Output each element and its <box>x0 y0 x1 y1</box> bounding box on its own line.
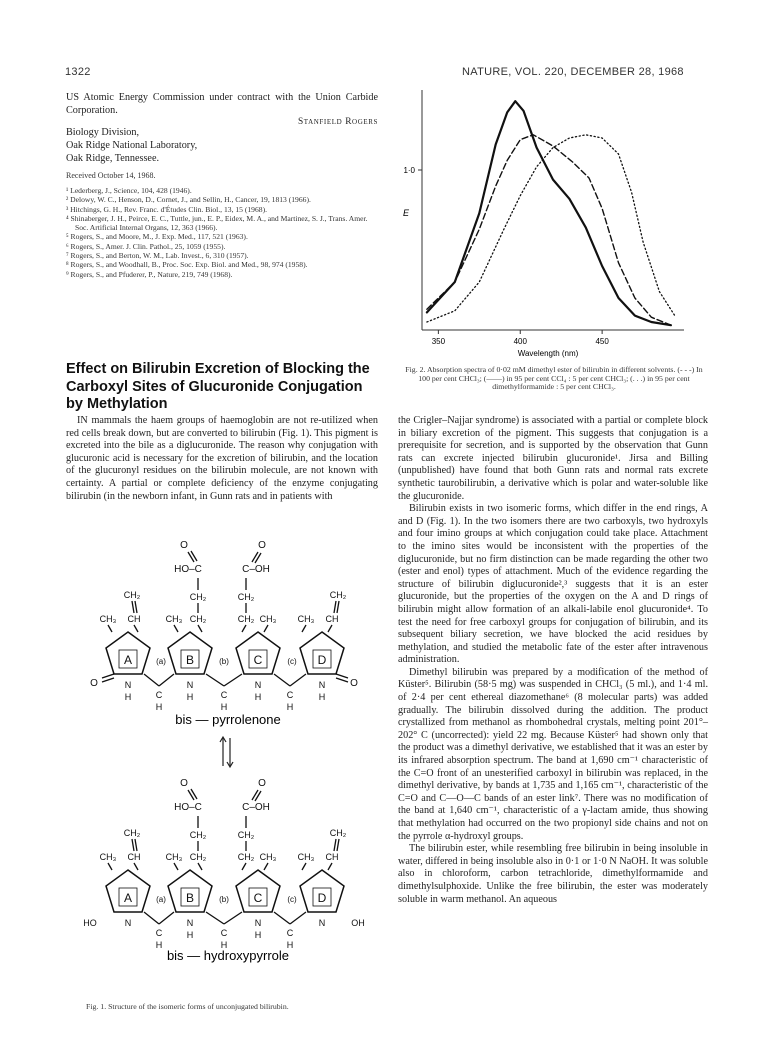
bond <box>174 625 178 632</box>
paragraph: the Crigler–Najjar syndrome) is associated with a partial or complete block in biliary excretion of the pigment. This suggests that conjugation is a prerequisite for secretion, and is supported by the observation that Gunn rats can excrete injected bilirubin glucuronide¹. Jirsa and Billing (unpublished) have found that both Gunn rats and normal rats excrete synthetic taurobilirubin, a derivative which is polar and water-soluble like the glucuronide. <box>398 415 708 502</box>
bond <box>337 601 339 613</box>
atom-label: H <box>124 692 132 702</box>
bridge-label: (a) <box>156 657 166 666</box>
intro-paragraph: IN mammals the haem groups of haemoglobin are not re-utilized when red cells break down, but are converted to bilirubin (Fig. 1). This pigment is excreted into the bile as a diglucuronide. The reason why conjugation with glucuronic acid is necessary for the excretion of bilirubin, and the location of the glucuronyl residues on the bilirubin molecule, are not known with certainty. A partial or complete deficiency of the enzyme conjugating bilirubin (in the newborn infant, in Gunn rats and in patients with <box>66 415 378 502</box>
reference-item: ⁷ Rogers, S., and Berton, W. M., Lab. Invest., 6, 310 (1957). <box>66 251 249 261</box>
reference-item: ³ Hitchings, G. H., Rev. Franc. d'Études Clin. Biol., 13, 15 (1968). <box>66 204 267 214</box>
atom-label: H <box>155 940 163 950</box>
methine-bridge <box>144 674 159 686</box>
atom-label: C–OH <box>242 564 270 575</box>
y-tick-label: 1·0 <box>403 166 415 175</box>
bond <box>108 625 112 632</box>
bridge-label: (b) <box>219 657 229 666</box>
absorption-spectrum-chart <box>398 86 710 364</box>
reference-item: ⁴ Shinaberger, J. H., Peirce, E. C., Tuttle, jun., E. P., Eidex, M. A., and Martinez, S. J., Trans. Amer. Soc. Artificial Internal Organs, 12, 363 (1966). <box>66 213 368 233</box>
bond <box>134 863 138 870</box>
x-tick-label: 350 <box>431 337 446 346</box>
page-number: 1322 <box>65 66 91 78</box>
atom-label: H <box>286 940 294 950</box>
atom-label: N <box>254 918 262 928</box>
atom-label: H <box>186 930 194 940</box>
isomer-label-pyrrolenone: bis — pyrrolenone <box>175 712 281 727</box>
atom-label: CH₃ <box>165 614 183 624</box>
reference-item: ⁶ Rogers, S., Amer. J. Clin. Pathol., 25, 1059 (1955). <box>66 241 226 251</box>
methine-bridge <box>144 912 159 924</box>
ring-letter: B <box>185 653 195 667</box>
atom-label: C <box>155 690 163 700</box>
methine-bridge <box>224 912 242 924</box>
bond <box>134 625 138 632</box>
bond <box>302 625 306 632</box>
atom-label: O <box>350 678 358 689</box>
atom-label: CH₃ <box>297 614 315 624</box>
running-title: NATURE, VOL. 220, DECEMBER 28, 1968 <box>462 66 684 78</box>
atom-label: C <box>220 690 228 700</box>
atom-label: H <box>220 940 228 950</box>
bridge-label: (a) <box>156 895 166 904</box>
bond <box>334 839 336 851</box>
atom-label: CH₃ <box>259 852 277 862</box>
atom-label: CH₂ <box>329 828 347 838</box>
prev-ack: US Atomic Energy Commission under contract with the Union Carbide Corporation. <box>66 92 378 116</box>
atom-label: O <box>180 540 188 551</box>
atom-label: H <box>318 692 326 702</box>
bond <box>135 839 137 851</box>
atom-label: CH₂ <box>237 830 255 840</box>
atom-label: HO–C <box>174 564 202 575</box>
atom-label: CH₂ <box>189 592 207 602</box>
atom-label: CH₃ <box>259 614 277 624</box>
methine-bridge <box>159 674 174 686</box>
x-tick-label: 400 <box>513 337 527 346</box>
bond <box>102 678 114 682</box>
methine-bridge <box>274 912 290 924</box>
bridge-label: (b) <box>219 895 229 904</box>
atom-label: C <box>155 928 163 938</box>
atom-label: HO–C <box>174 802 202 813</box>
atom-label: O <box>180 778 188 789</box>
atom-label: CH₂ <box>123 828 141 838</box>
bond <box>132 839 134 851</box>
atom-label: H <box>254 692 262 702</box>
bond <box>102 674 114 678</box>
atom-label: CH₃ <box>165 852 183 862</box>
series-line-dashed <box>427 135 671 325</box>
methine-bridge <box>274 674 290 686</box>
bond <box>242 863 246 870</box>
ring-letter: C <box>253 653 263 667</box>
atom-label: C <box>286 928 294 938</box>
isomer-label-hydroxypyrrole: bis — hydroxypyrrole <box>166 948 290 963</box>
methine-bridge <box>290 674 306 686</box>
bond <box>198 863 202 870</box>
reference-item: ⁵ Rogers, S., and Moore, M., J. Exp. Med., 117, 521 (1963). <box>66 232 248 242</box>
reference-item: ⁹ Rogers, S., and Pfuderer, P., Nature, 219, 749 (1968). <box>66 269 233 279</box>
ring-letter: B <box>185 891 195 905</box>
fig1-caption: Fig. 1. Structure of the isomeric forms of unconjugated bilirubin. <box>86 1002 289 1011</box>
ring-letter: C <box>253 891 263 905</box>
atom-label: C–OH <box>242 802 270 813</box>
atom-label: CH₃ <box>99 614 117 624</box>
atom-label: C <box>286 690 294 700</box>
prev-affiliation: Biology Division, Oak Ridge National Laboratory, Oak Ridge, Tennessee. <box>66 127 198 164</box>
reference-item: ² Delowy, W. C., Henson, D., Cornet, J., and Sellin, H., Cancer, 19, 1813 (1966). <box>66 195 311 205</box>
atom-label: H <box>254 930 262 940</box>
ring-letter: A <box>123 653 133 667</box>
atom-label: CH <box>127 852 141 862</box>
bond <box>302 863 306 870</box>
ring-letter: A <box>123 891 133 905</box>
atom-label: N <box>124 918 132 928</box>
prev-author: Stanfield Rogers <box>297 117 378 127</box>
bond <box>328 863 332 870</box>
bond <box>334 601 336 613</box>
bis-pyrrolenone-structure <box>90 540 358 712</box>
equilibrium-arrows <box>220 737 233 767</box>
x-axis-label: Wavelength (nm) <box>517 349 579 358</box>
ring-letter: D <box>317 653 327 667</box>
atom-label: CH <box>127 614 141 624</box>
atom-label: CH₂ <box>237 614 255 624</box>
methine-bridge <box>290 912 306 924</box>
bilirubin-structure-figure <box>70 540 370 1000</box>
paragraph: Bilirubin exists in two isomeric forms, which differ in the end rings, A and D (Fig. 1). In the two isomers there are two carboxyls, two hydroxyls and four imino groups at which conjugation could take place. Attachment to the imino sites would be inconsistent with the properties of the diglucuronide, but no firm distinction can be made regarding the other two (ester and enol) types of attachment. Much of the evidence regarding the structure of bilirubin diglucuronide²,³ suggests that it is an ester glucuronide, but the properties of the oxygen on the A and D rings of bilirubin might allow formation of an alkali-labile enol glucuronide⁴. To test the need for free carboxyl groups for conjugation of bilirubin, and its subsequent biliary secretion, we have blocked the acid residues by methylation, and studied the metabolic fate of the ester after intravenous administration. <box>398 503 708 666</box>
atom-label: CH₂ <box>189 614 207 624</box>
series-line-solid <box>427 101 671 325</box>
atom-label: HO <box>83 918 97 928</box>
atom-label: H <box>286 702 294 712</box>
article-title: Effect on Bilirubin Excretion of Blocking the Carboxyl Sites of Glucuronide Conjugation by Methylation <box>66 361 370 413</box>
bond <box>108 863 112 870</box>
bridge-label: (c) <box>287 895 297 904</box>
atom-label: CH₂ <box>237 852 255 862</box>
methine-bridge <box>206 912 224 924</box>
bond <box>132 601 134 613</box>
bond <box>198 625 202 632</box>
bond <box>242 625 246 632</box>
paragraph: The bilirubin ester, while resembling free bilirubin in being insoluble in water, differed in being insoluble also in 0·1 or 1·0 N NaOH. It was soluble also in chloroform, carbon tetrachloride, dimethylformamide and dimethylsulphoxide. Unlike the free bilirubin, the ester was moderately soluble in warm methanol. An aqueous <box>398 843 708 905</box>
atom-label: N <box>186 680 194 690</box>
reference-item: ⁸ Rogers, S., and Woodhall, B., Proc. Soc. Exp. Biol. and Med., 98, 974 (1958). <box>66 260 308 270</box>
atom-label: O <box>90 678 98 689</box>
bridge-label: (c) <box>287 657 297 666</box>
methine-bridge <box>224 674 242 686</box>
bond <box>337 839 339 851</box>
bond <box>264 863 268 870</box>
methine-bridge <box>159 912 174 924</box>
atom-label: N <box>318 680 326 690</box>
atom-label: C <box>220 928 228 938</box>
bond <box>336 674 348 678</box>
reference-list <box>66 186 378 279</box>
atom-label: CH₂ <box>329 590 347 600</box>
atom-label: N <box>186 918 194 928</box>
atom-label: O <box>258 778 266 789</box>
bis-hydroxypyrrole-structure <box>83 778 365 950</box>
bond <box>328 625 332 632</box>
fig2-caption: Fig. 2. Absorption spectra of 0·02 mM dimethyl ester of bilirubin in different solvents. (- - -) In 100 per cent CHCl₃; (——) in 95 per cent CCl₄ : 5 per cent CHCl₃; (. . .) in 95 per cent dimethylformamide : 5 per cent CHCl₃. <box>405 365 703 392</box>
ring-letter: D <box>317 891 327 905</box>
atom-label: CH₃ <box>99 852 117 862</box>
y-axis-label: E <box>402 208 410 218</box>
reference-item: ¹ Lederberg, J., Science, 104, 428 (1946). <box>66 186 192 195</box>
atom-label: N <box>124 680 132 690</box>
atom-label: O <box>258 540 266 551</box>
atom-label: CH₂ <box>189 852 207 862</box>
x-tick-label: 450 <box>595 337 609 346</box>
bond <box>174 863 178 870</box>
bond <box>336 678 348 682</box>
atom-label: N <box>318 918 326 928</box>
atom-label: CH₃ <box>297 852 315 862</box>
atom-label: H <box>186 692 194 702</box>
series-line-dotted <box>427 135 676 322</box>
atom-label: CH₂ <box>123 590 141 600</box>
methine-bridge <box>206 674 224 686</box>
atom-label: CH₂ <box>237 592 255 602</box>
right-column <box>398 415 708 906</box>
atom-label: CH <box>325 852 339 862</box>
bond <box>135 601 137 613</box>
atom-label: CH₂ <box>189 830 207 840</box>
received-date: Received October 14, 1968. <box>66 171 156 180</box>
atom-label: H <box>155 702 163 712</box>
atom-label: CH <box>325 614 339 624</box>
atom-label: H <box>220 702 228 712</box>
atom-label: N <box>254 680 262 690</box>
atom-label: OH <box>351 918 365 928</box>
paragraph: Dimethyl bilirubin was prepared by a modification of the method of Küster⁵. Bilirubin (58·5 mg) was suspended in CHCl₃ (5 ml.), and 1·4 ml. of 2·4 per cent ethereal diazomethane⁶ (8 molecular parts) was added gradually. The bilirubin dissolved during the addition. The product crystallized from methanol as rhombohedral crystals, melting point 201°–202° C (uncorrected): yield 22 mg. Because Küster⁵ had shown only that the product was a dimethyl derivative, we established that it was an ester by its infrared absorption spectrum. The band at 1,690 cm⁻¹ characteristic of the C=O front of an unesterified carboxyl in bilirubin was replaced, in the dimethyl derivative, by bands at 1,735 and 1,165 cm⁻¹, characteristic of the C=O and C—O—C bands of an ester link⁷. There was no modification of the band at 1,640 cm⁻¹, characteristic of a γ-lactam amide, thus showing that methylation had occurred on the two propionyl side chains and not on the pyrrole α-hydroxyl groups. <box>398 666 708 842</box>
bond <box>264 625 268 632</box>
